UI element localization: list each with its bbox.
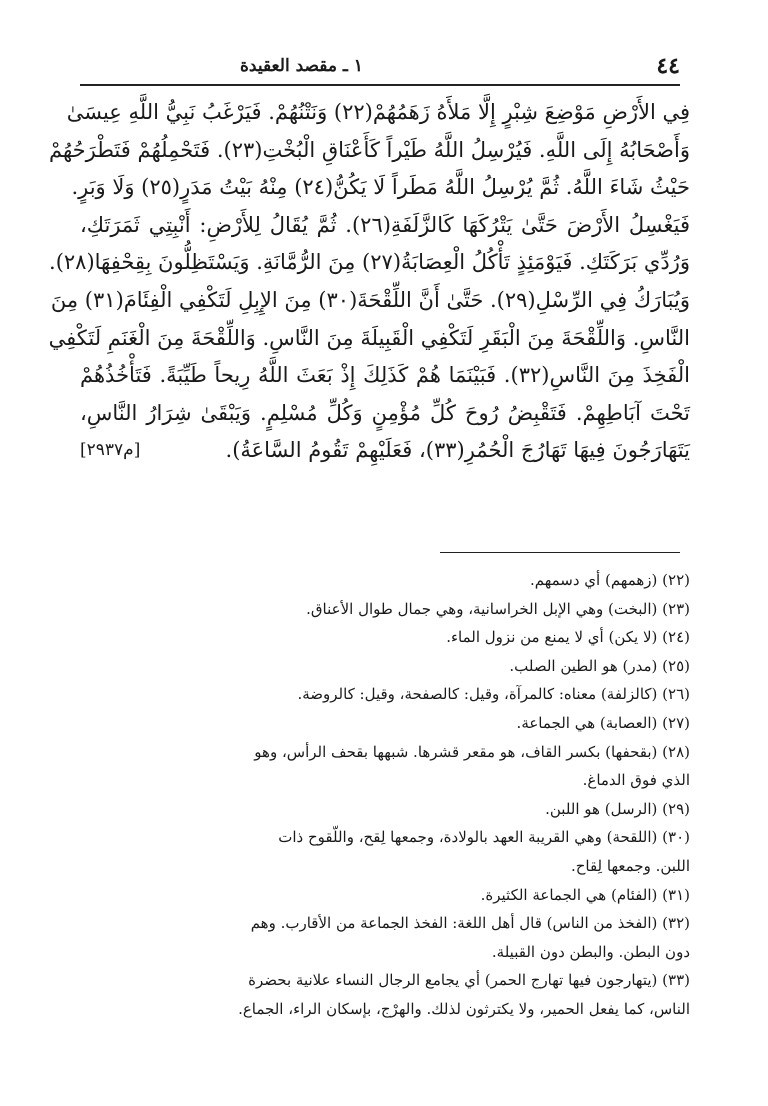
footnote-line: اللبن. وجمعها لِقاح.	[570, 856, 690, 875]
main-text	[48, 94, 690, 470]
page-header	[80, 48, 680, 86]
footnote-line: (٢٣) (البخت) وهي الإبل الخراسانية، وهي جمال طوال الأعناق.	[306, 599, 690, 618]
footnotes	[80, 566, 690, 1024]
hadith-reference: [م٢٩٣٧]	[80, 440, 141, 461]
chapter-title: ١ ـ مقصد العقيدة	[240, 56, 363, 76]
footnote-line: الناس، كما يفعل الحمير، ولا يكترثون لذلك. والهرْج، بإسكان الراء، الجماع.	[238, 999, 690, 1018]
footnote-line: الذي فوق الدماغ.	[582, 771, 690, 790]
footnote-line: (٣٣) (يتهارجون فيها تهارج الحمر) أي يجامع الرجال النساء علانية بحضرة	[248, 971, 690, 990]
main-text-line: حَيْثُ شَاءَ اللَّهُ. ثُمَّ يُرْسِلُ اللَّهُ مَطَراً لَا يَكُنُّ(٢٤) مِنْهُ بَيْتُ مَدَرٍ(٢٥) وَلَا وَبَرٍ.	[71, 175, 690, 200]
footnote-line: (٣٢) (الفخذ من الناس) قال أهل اللغة: الفخذ الجماعة من الأقارب. وهم	[250, 914, 690, 933]
page-number: ٤٤	[656, 53, 680, 79]
footnote-line: دون البطن. والبطن دون القبيلة.	[491, 942, 690, 961]
main-text-line: وَأَصْحَابُهُ إِلَى اللَّهِ. فَيُرْسِلُ اللَّهُ طَيْراً كَأَعْنَاقِ الْبُخْتِ(٢٣). فَتَحْمِلُهُمْ فَتَطْرَحُهُمْ	[48, 137, 690, 162]
footnote-line: (٣١) (الفئام) هي الجماعة الكثيرة.	[480, 885, 690, 904]
footnote-line: (٢٧) (العصابة) هي الجماعة.	[516, 713, 690, 732]
main-text-line: الْفَخِذَ مِنَ النَّاسِ(٣٢). فَبَيْنَمَا هُمْ كَذَلِكَ إِذْ بَعَثَ اللَّهُ رِيحاً طَيِّبَةً. فَتَأْخُذُهُمْ	[80, 363, 690, 388]
main-text-last-line	[80, 432, 690, 470]
main-text-line: فَيَغْسِلُ الأَرْضَ حَتَّىٰ يَتْرُكَهَا كَالزَّلَفَةِ(٢٦). ثُمَّ يُقَالُ لِلأَرْضِ: أَنْبِتِي ثَمَرَتَكِ،	[80, 212, 690, 237]
main-text-line: تَحْتَ آبَاطِهِمْ. فَتَقْبِضُ رُوحَ كُلِّ مُؤْمِنٍ وَكُلِّ مُسْلِمٍ. وَيَبْقَىٰ شِرَارُ النَّاسِ،	[80, 400, 690, 425]
footnote-line: (٢٤) (لا يكن) أي لا يمنع من نزول الماء.	[446, 628, 690, 647]
main-text-line: فِي الأَرْضِ مَوْضِعَ شِبْرٍ إِلَّا مَلأَهُ زَهَمُهُمْ(٢٢) وَنَتْنُهُمْ. فَيَرْغَبُ نَبِيُّ اللَّهِ عِيسَىٰ	[66, 100, 690, 124]
footnote-line: (٢٦) (كالزلفة) معناه: كالمرآة، وقيل: كالصفحة، وقيل: كالروضة.	[297, 685, 690, 704]
footnote-line: (٢٢) (زهمهم) أي دسمهم.	[529, 571, 690, 589]
main-text-line: يَتَهَارَجُونَ فِيهَا تَهَارُجَ الْحُمُرِ(٣٣)، فَعَلَيْهِمْ تَقُومُ السَّاعَةُ).	[225, 438, 690, 463]
main-text-line: وَيُبَارَكُ فِي الرِّسْلِ(٢٩). حَتَّىٰ أَنَّ اللِّقْحَةَ(٣٠) مِنَ الإِبِلِ لَتَكْفِي الْفِئَامَ(٣١) مِنَ	[50, 287, 690, 312]
footnote-divider	[440, 552, 680, 553]
main-text-line: وَرُدِّي بَرَكَتَكِ. فَيَوْمَئِذٍ تَأْكُلُ الْعِصَابَةُ(٢٧) مِنَ الرُّمَّانَةِ. وَيَسْتَظِلُّونَ بِقِحْفِهَا(٢٨).	[49, 250, 690, 275]
footnote-line: (٢٨) (بقحفها) بكسر القاف، هو مقعر قشرها. شبهها بقحف الرأس، وهو	[254, 742, 690, 761]
footnote-line: (٢٥) (مدر) هو الطين الصلب.	[509, 656, 690, 675]
main-text-line: النَّاسِ. وَاللِّقْحَةَ مِنَ الْبَقَرِ لَتَكْفِي الْقَبِيلَةَ مِنَ النَّاسِ. وَاللِّقْحَةَ مِنَ الْغَنَمِ لَتَكْفِي	[48, 325, 690, 350]
footnote-line: (٢٩) (الرسل) هو اللبن.	[545, 799, 690, 818]
footnote-line: (٣٠) (اللقحة) وهي القريبة العهد بالولادة، وجمعها لِقح، واللّقوح ذات	[278, 828, 690, 847]
